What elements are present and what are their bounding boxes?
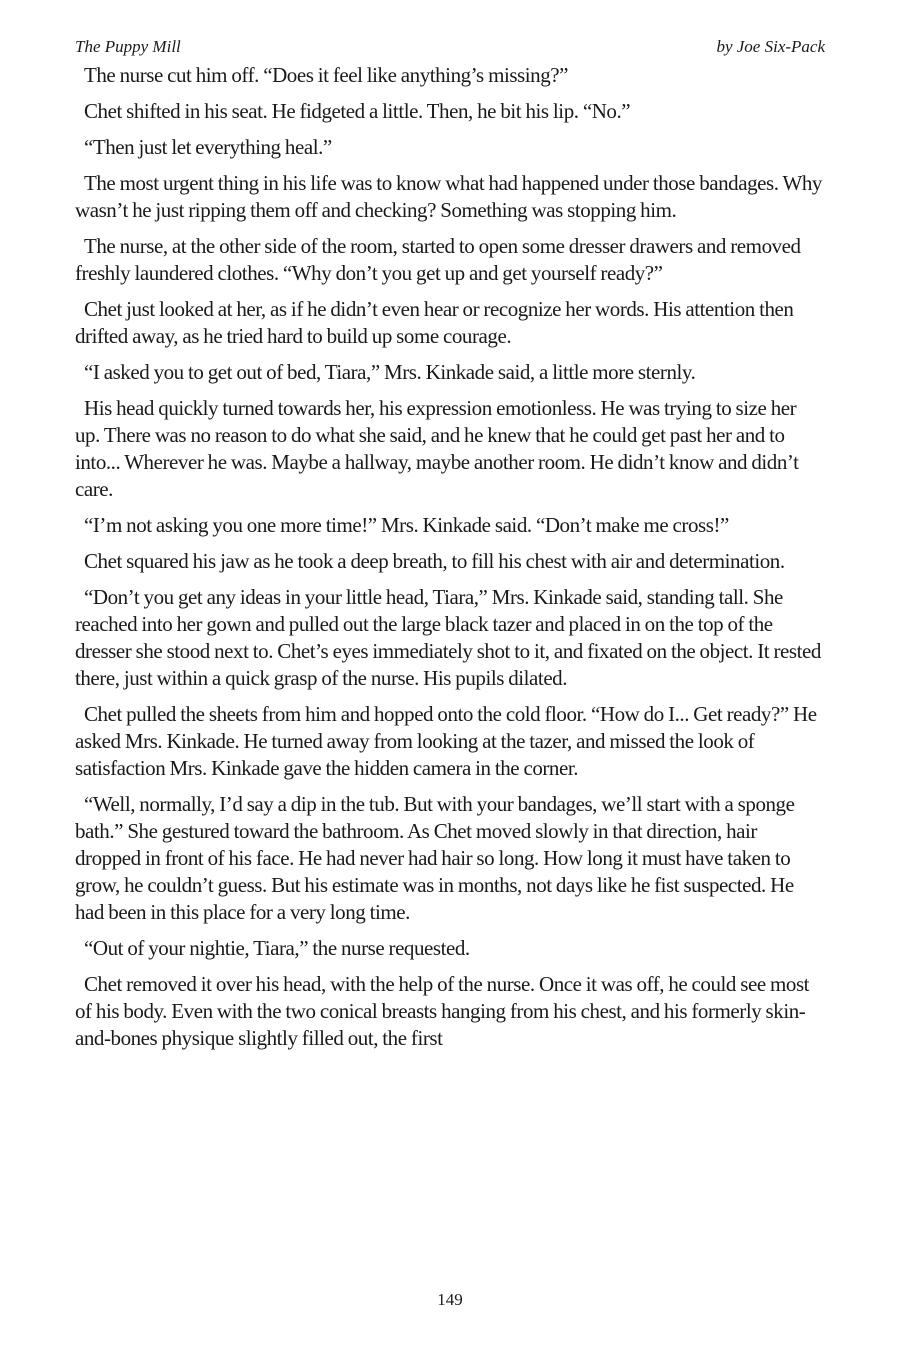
paragraph: “Don’t you get any ideas in your little head, Tiara,” Mrs. Kinkade said, standing tall. She reached into her gown and pulled out the large black tazer and placed in on the top of the dresser she stood next to. Chet’s eyes immediately shot to it, and fixated on the object. It rested there, just within a quick grasp of the nurse. His pupils dilated. — [75, 585, 821, 690]
paragraph: The nurse cut him off. “Does it feel like anything’s missing?” — [84, 63, 569, 87]
book-title: The Puppy Mill — [75, 37, 181, 56]
author-byline: by Joe Six-Pack — [716, 37, 825, 56]
book-page — [75, 36, 825, 1061]
paragraph: Chet shifted in his seat. He fidgeted a little. Then, he bit his lip. “No.” — [84, 99, 631, 123]
page-number: 149 — [437, 1290, 463, 1309]
paragraph: “Out of your nightie, Tiara,” the nurse requested. — [84, 936, 470, 960]
paragraph: “I’m not asking you one more time!” Mrs. Kinkade said. “Don’t make me cross!” — [84, 513, 729, 537]
paragraph: Chet just looked at her, as if he didn’t even hear or recognize her words. His attention then drifted away, as he tried hard to build up some courage. — [75, 297, 794, 348]
paragraph: The most urgent thing in his life was to know what had happened under those bandages. Why wasn’t he just ripping them off and checking? Something was stopping him. — [75, 171, 822, 222]
paragraph: Chet pulled the sheets from him and hopped onto the cold floor. “How do I... Get ready?” He asked Mrs. Kinkade. He turned away from looking at the tazer, and missed the look of satisfaction Mrs. Kinkade gave the hidden camera in the corner. — [75, 702, 817, 780]
paragraph: Chet removed it over his head, with the help of the nurse. Once it was off, he could see most of his body. Even with the two conical breasts hanging from his chest, and his formerly skin-and-bones physique slightly filled out, the first — [75, 972, 810, 1050]
paragraph: “Then just let everything heal.” — [84, 135, 332, 159]
running-header — [75, 36, 825, 62]
paragraph: The nurse, at the other side of the room, started to open some dresser drawers and removed freshly laundered clothes. “Why don’t you get up and get yourself ready?” — [75, 234, 801, 285]
body-text — [75, 62, 825, 1052]
paragraph: “Well, normally, I’d say a dip in the tub. But with your bandages, we’ll start with a sponge bath.” She gestured toward the bathroom. As Chet moved slowly in that direction, hair dropped in front of his face. He had never had hair so long. How long it must have taken to grow, he couldn’t guess. But his estimate was in months, not days like he fist suspected. He had been in this place for a very long time. — [75, 792, 795, 924]
paragraph: His head quickly turned towards her, his expression emotionless. He was trying to size her up. There was no reason to do what she said, and he knew that he could get past her and to into... Wherever he was. Maybe a hallway, maybe another room. He didn’t know and didn’t care. — [75, 396, 799, 501]
paragraph: “I asked you to get out of bed, Tiara,” Mrs. Kinkade said, a little more sternly. — [84, 360, 696, 384]
paragraph: Chet squared his jaw as he took a deep breath, to fill his chest with air and determination. — [84, 549, 785, 573]
